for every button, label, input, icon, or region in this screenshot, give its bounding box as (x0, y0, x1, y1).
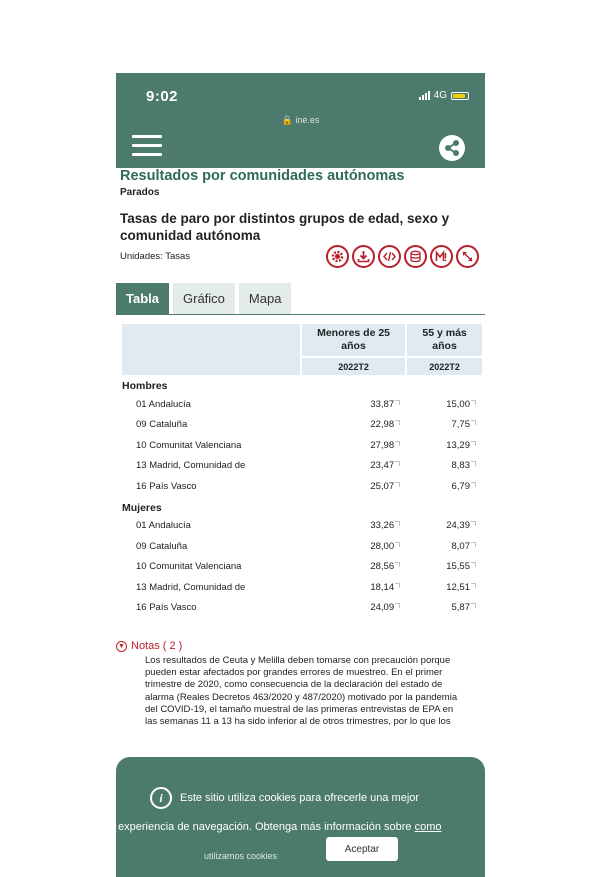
embed-button[interactable] (378, 245, 401, 268)
cell-number: 8,83 (451, 460, 470, 472)
database-button[interactable] (404, 245, 427, 268)
table-row (122, 577, 482, 598)
cell-number: 28,56 (370, 561, 395, 573)
view-tabs (116, 283, 485, 315)
cell-value (406, 516, 482, 537)
tab-grafico[interactable]: Gráfico (173, 283, 235, 314)
cell-value (301, 435, 406, 456)
cookie-text-2: experiencia de navegación. Obtenga más información sobre (118, 821, 415, 833)
cell-flag-icon[interactable] (395, 441, 400, 446)
table-row (122, 598, 482, 619)
cell-flag-icon[interactable] (471, 583, 476, 588)
row-label: 16 País Vasco (136, 480, 197, 492)
notes-text: Los resultados de Ceuta y Melilla deben tomarse con precaución porque pueden estar afectados por grandes errores de muestreo. En el primer trimestre de 2020, como consecuencia de la declaración del estado de alarma (Reales Decretos 463/2020 y 487/2020) motivado por la pandemia del COVID-19, el tamaño muestral de las primeras entrevistas de EPA en las semanas 11 a 13 ha sido inferior al de otros trimestres, por lo que los (145, 655, 458, 728)
cell-number: 33,87 (370, 398, 395, 410)
table-row (122, 536, 482, 557)
toolbar (326, 245, 479, 268)
period-label: 2022T2 (406, 357, 482, 375)
cell-flag-icon[interactable] (471, 562, 476, 567)
chevron-down-icon: ▼ (116, 641, 127, 652)
share-icon (439, 135, 465, 161)
metadata-icon (435, 250, 448, 263)
cell-number: 23,47 (370, 460, 395, 472)
cell-flag-icon[interactable] (471, 482, 476, 487)
cell-flag-icon[interactable] (471, 461, 476, 466)
row-label: 13 Madrid, Comunidad de (136, 460, 246, 472)
address-bar[interactable] (116, 115, 485, 126)
status-time: 9:02 (146, 88, 179, 105)
cell-number: 33,26 (370, 520, 395, 532)
units-label: Unidades: Tasas (120, 251, 191, 262)
cell-number: 25,07 (370, 480, 395, 492)
table-row (122, 557, 482, 578)
table-row (122, 456, 482, 477)
cell-flag-icon[interactable] (395, 400, 400, 405)
cell-flag-icon[interactable] (395, 420, 400, 425)
table-row (122, 516, 482, 537)
cell-number: 24,39 (446, 520, 470, 532)
notes-toggle[interactable] (116, 640, 485, 652)
header-row (122, 324, 482, 357)
table-row (122, 415, 482, 436)
row-label: 16 País Vasco (136, 602, 197, 614)
table-body (122, 375, 482, 618)
row-label: 10 Comunitat Valenciana (136, 439, 242, 451)
group-row (122, 497, 482, 516)
row-label: 13 Madrid, Comunidad de (136, 581, 246, 593)
database-icon (409, 250, 422, 263)
cell-value (301, 394, 406, 415)
cell-value (301, 598, 406, 619)
browser-header (116, 73, 485, 168)
cell-value (301, 577, 406, 598)
row-label: 01 Andalucía (136, 398, 191, 410)
page-title: Resultados por comunidades autónomas (120, 168, 405, 184)
download-button[interactable] (352, 245, 375, 268)
cell-flag-icon[interactable] (471, 420, 476, 425)
cookie-text-1: Este sitio utiliza cookies para ofrecerle una mejor (180, 792, 420, 804)
network-label: 4G (433, 90, 447, 101)
cell-flag-icon[interactable] (471, 603, 476, 608)
cell-value (301, 456, 406, 477)
cell-number: 8,07 (451, 540, 470, 552)
cell-number: 27,98 (370, 439, 395, 451)
url-text: ine.es (295, 115, 320, 125)
code-icon (383, 250, 396, 263)
header-corner (122, 324, 301, 375)
table-row (122, 394, 482, 415)
cell-number: 28,00 (370, 540, 395, 552)
expand-icon (461, 250, 474, 263)
cookie-message-line1 (150, 787, 419, 809)
notes-label: Notas ( 2 ) (131, 640, 183, 652)
period-label: 2022T2 (301, 357, 406, 375)
status-icons (419, 90, 469, 101)
cell-number: 22,98 (370, 419, 395, 431)
battery-icon (451, 92, 469, 100)
group-label: Mujeres (122, 501, 162, 514)
cell-flag-icon[interactable] (471, 521, 476, 526)
cell-value (301, 536, 406, 557)
row-label: 01 Andalucía (136, 520, 191, 532)
cell-value (406, 536, 482, 557)
cookie-text-3: utilizamos cookies (204, 851, 278, 861)
cookie-banner (116, 757, 485, 877)
cell-flag-icon[interactable] (395, 542, 400, 547)
cell-number: 24,09 (370, 602, 395, 614)
download-icon (357, 250, 370, 263)
cell-number: 18,14 (370, 581, 395, 593)
cell-value (301, 557, 406, 578)
cell-value (301, 415, 406, 436)
notes-section (116, 640, 485, 728)
cell-number: 12,51 (446, 581, 470, 593)
table-row (122, 435, 482, 456)
cell-number: 7,75 (451, 419, 470, 431)
cell-value (406, 557, 482, 578)
share-button[interactable] (439, 135, 465, 161)
lock-icon: 🔒 (281, 115, 293, 125)
cell-value (301, 516, 406, 537)
fullscreen-button[interactable] (456, 245, 479, 268)
cookie-message-line2 (118, 821, 441, 833)
row-label: 09 Cataluña (136, 540, 188, 552)
row-label: 09 Cataluña (136, 419, 188, 431)
cookie-info-link[interactable]: como (414, 821, 442, 833)
accept-cookies-button[interactable]: Aceptar (326, 837, 398, 861)
cell-value (406, 598, 482, 619)
cell-value (406, 394, 482, 415)
units-row (116, 245, 485, 268)
signal-icon (419, 91, 430, 100)
cell-flag-icon[interactable] (395, 583, 400, 588)
row-label: 10 Comunitat Valenciana (136, 561, 242, 573)
cell-flag-icon[interactable] (395, 521, 400, 526)
tab-tabla[interactable]: Tabla (116, 283, 169, 314)
cell-value (301, 476, 406, 497)
table-title: Tasas de paro por distintos grupos de edad, sexo y comunidad autónoma (120, 211, 450, 243)
cell-flag-icon[interactable] (395, 461, 400, 466)
cell-flag-icon[interactable] (471, 441, 476, 446)
cell-flag-icon[interactable] (395, 482, 400, 487)
cell-number: 6,79 (451, 480, 470, 492)
page-content (116, 168, 485, 618)
tab-mapa[interactable]: Mapa (239, 283, 292, 314)
cell-value (406, 577, 482, 598)
gear-icon (331, 250, 344, 263)
metadata-button[interactable] (430, 245, 453, 268)
group-row (122, 375, 482, 394)
table-row (122, 476, 482, 497)
cell-value (406, 435, 482, 456)
menu-icon[interactable] (132, 135, 162, 159)
cell-value (406, 476, 482, 497)
cell-flag-icon[interactable] (395, 562, 400, 567)
cell-number: 15,00 (446, 398, 470, 410)
cell-value (406, 415, 482, 436)
cell-number: 13,29 (446, 439, 470, 451)
cell-flag-icon[interactable] (395, 603, 400, 608)
settings-button[interactable] (326, 245, 349, 268)
cell-value (406, 456, 482, 477)
cell-flag-icon[interactable] (471, 542, 476, 547)
phone-screen (116, 73, 485, 861)
col-header-55: 55 y más años (406, 324, 482, 357)
cell-number: 5,87 (451, 602, 470, 614)
col-header-menores: Menores de 25 años (301, 324, 406, 357)
group-label: Hombres (122, 380, 168, 392)
cell-flag-icon[interactable] (471, 400, 476, 405)
page-subtitle: Parados (120, 187, 160, 198)
cell-number: 15,55 (446, 561, 470, 573)
data-table (122, 324, 482, 618)
info-icon: i (150, 787, 172, 809)
